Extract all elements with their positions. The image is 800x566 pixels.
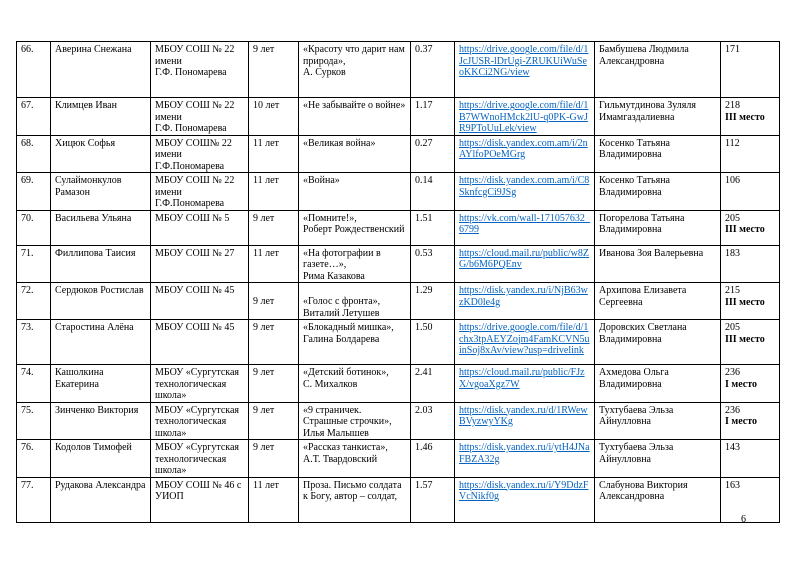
score-cell <box>721 320 780 365</box>
work-title-cell <box>299 42 411 98</box>
school-cell <box>151 210 249 245</box>
age-cell <box>249 98 299 136</box>
duration-text: 0.27 <box>415 137 433 149</box>
school-cell <box>151 402 249 440</box>
age-text: 11 лет <box>253 479 279 491</box>
video-link[interactable]: https://cloud.mail.ru/public/w8ZG/b6M6PQEnv <box>459 247 589 270</box>
score-value: 183 <box>725 247 740 259</box>
row-number-cell <box>17 365 51 403</box>
participant-name-cell <box>51 210 151 245</box>
teacher-text: Тухтубаева Эльза Айнулловна <box>599 442 674 465</box>
score-cell <box>721 440 780 478</box>
participant-name-text: Хицюк Софья <box>55 137 116 149</box>
school-text: МБОУ «Сургутская технологическая школа» <box>155 404 240 439</box>
row-number-cell <box>17 245 51 283</box>
work-title-cell <box>299 365 411 403</box>
score-cell <box>721 173 780 211</box>
participant-name-text: Сердюков Ростислав <box>55 285 144 296</box>
teacher-text: Тухтубаева Эльза Айнулловна <box>599 404 674 427</box>
score-cell <box>721 210 780 245</box>
score-cell <box>721 135 780 173</box>
teacher-cell <box>595 98 721 136</box>
school-cell <box>151 173 249 211</box>
place-label: III место <box>725 224 765 235</box>
teacher-cell <box>595 402 721 440</box>
participant-name-cell <box>51 98 151 136</box>
row-number-cell <box>17 440 51 478</box>
age-text: 9 лет <box>253 442 275 453</box>
score-cell <box>721 42 780 98</box>
age-cell <box>249 320 299 365</box>
table-row <box>17 173 780 211</box>
participant-name-text: Филлипова Таисия <box>55 247 136 259</box>
work-title-text: «Красоту что дарит нам природа», А. Сурков <box>303 44 405 78</box>
work-title-text: «Рассказ танкиста», А.Т. Твардовский <box>303 442 388 465</box>
age-text: 11 лет <box>253 137 279 149</box>
link-cell <box>455 320 595 365</box>
participant-name-cell <box>51 245 151 283</box>
participant-name-text: Старостина Алёна <box>55 322 134 333</box>
work-title-text: «Не забывайте о войне» <box>303 100 406 111</box>
score-value: 112 <box>725 137 740 149</box>
score-value: 163 <box>725 479 740 491</box>
row-number-text: 67. <box>21 100 34 111</box>
page-number: 6 <box>741 514 746 525</box>
row-number-cell <box>17 98 51 136</box>
work-title-text: «9 страничек. Страшные строчки», Илья Малышев <box>303 404 392 439</box>
participant-name-text: Зинченко Виктория <box>55 404 139 416</box>
work-title-cell <box>299 245 411 283</box>
row-number-cell <box>17 42 51 98</box>
score-cell <box>721 98 780 136</box>
place-label: I место <box>725 378 757 390</box>
score-cell <box>721 245 780 283</box>
participant-name-cell <box>51 42 151 98</box>
score-value: 205 <box>725 212 740 224</box>
link-cell <box>455 210 595 245</box>
score-value: 236 <box>725 367 740 378</box>
age-text: 9 лет <box>253 404 275 416</box>
table-row <box>17 320 780 365</box>
duration-text: 1.57 <box>415 479 433 491</box>
school-text: МБОУ СОШ № 22 имени Г.Ф. Пономарева <box>155 44 235 78</box>
duration-text: 2.41 <box>415 367 433 378</box>
participant-name-text: Васильева Ульяна <box>55 212 132 224</box>
teacher-cell <box>595 283 721 320</box>
row-number-text: 71. <box>21 247 34 259</box>
work-title-text: «Блокадный мишка», Галина Болдарева <box>303 322 394 345</box>
age-text: 9 лет <box>253 367 275 378</box>
duration-cell <box>411 98 455 136</box>
score-cell <box>721 365 780 403</box>
school-cell <box>151 320 249 365</box>
video-link[interactable]: https://drive.google.com/file/d/1chx3tpAEYZojm4FamKCVN5uinSoj8xAv/view?usp=drivelink <box>459 322 590 356</box>
video-link[interactable]: https://drive.google.com/file/d/1JcJUSR-lDrUgi-ZRUKUiWuSeoKKCi2NG/view <box>459 44 589 78</box>
duration-cell <box>411 245 455 283</box>
row-number-text: 72. <box>21 285 34 296</box>
teacher-text: Гильмутдинова Зуляля Имамгаздалиевна <box>599 100 696 123</box>
table-row <box>17 402 780 440</box>
table-row <box>17 98 780 136</box>
school-text: МБОУ СОШ № 46 с УИОП <box>155 479 242 502</box>
score-value: 106 <box>725 175 740 186</box>
row-number-cell <box>17 402 51 440</box>
row-number-cell <box>17 135 51 173</box>
row-number-text: 74. <box>21 367 34 378</box>
work-title-cell <box>299 173 411 211</box>
school-text: МБОУ СОШ № 45 <box>155 285 235 296</box>
table-row <box>17 245 780 283</box>
table-row <box>17 365 780 403</box>
work-title-text: «Помните!», Роберт Рождественский <box>303 212 405 235</box>
age-cell <box>249 245 299 283</box>
duration-cell <box>411 320 455 365</box>
teacher-cell <box>595 135 721 173</box>
duration-cell <box>411 402 455 440</box>
link-cell <box>455 245 595 283</box>
work-title-text: «Великая война» <box>303 137 376 149</box>
score-value: 236 <box>725 404 740 416</box>
age-text: 11 лет <box>253 247 279 259</box>
teacher-cell <box>595 42 721 98</box>
results-table <box>16 41 780 523</box>
score-value: 171 <box>725 44 740 55</box>
place-label: III место <box>725 333 765 345</box>
row-number-text: 76. <box>21 442 34 453</box>
participant-name-cell <box>51 440 151 478</box>
participant-name-cell <box>51 402 151 440</box>
teacher-text: Доровских Светлана Владимировна <box>599 322 687 345</box>
video-link[interactable]: https://disk.yandex.ru/i/ytH4JNaFBZA32g <box>459 442 590 465</box>
work-title-cell <box>299 210 411 245</box>
school-cell <box>151 283 249 320</box>
age-cell <box>249 42 299 98</box>
participant-name-cell <box>51 320 151 365</box>
age-cell <box>249 477 299 522</box>
school-cell <box>151 477 249 522</box>
row-number-cell <box>17 283 51 320</box>
score-value: 205 <box>725 322 740 333</box>
age-cell <box>249 365 299 403</box>
age-text: 11 лет <box>253 175 279 186</box>
row-number-text: 75. <box>21 404 34 416</box>
row-number-text: 70. <box>21 212 34 224</box>
teacher-cell <box>595 365 721 403</box>
age-cell <box>249 173 299 211</box>
table-body <box>17 42 780 523</box>
video-link[interactable]: https://disk.yandex.ru/i/NjB63wzKD0le4g <box>459 285 588 308</box>
score-cell <box>721 283 780 320</box>
school-text: МБОУ СОШ№ 22 имени Г.Ф.Пономарева <box>155 137 232 172</box>
work-title-text: «Голос с фронта», Виталий Летушев <box>303 296 381 319</box>
teacher-cell <box>595 320 721 365</box>
school-cell <box>151 42 249 98</box>
school-text: МБОУ СОШ № 5 <box>155 212 230 224</box>
row-number-text: 66. <box>21 44 34 55</box>
duration-text: 1.17 <box>415 100 433 111</box>
school-text: МБОУ СОШ № 45 <box>155 322 235 333</box>
duration-cell <box>411 173 455 211</box>
work-title-text: «На фотографии в газете…», Рима Казакова <box>303 247 381 282</box>
teacher-cell <box>595 245 721 283</box>
school-cell <box>151 245 249 283</box>
work-title-cell <box>299 135 411 173</box>
link-cell <box>455 402 595 440</box>
row-number-text: 69. <box>21 175 34 186</box>
duration-cell <box>411 42 455 98</box>
duration-text: 1.51 <box>415 212 433 224</box>
link-cell <box>455 98 595 136</box>
row-number-text: 77. <box>21 479 34 491</box>
teacher-cell <box>595 173 721 211</box>
participant-name-text: Климцев Иван <box>55 100 117 111</box>
age-text: 9 лет <box>253 212 275 224</box>
video-link[interactable]: https://disk.yandex.com.am/i/C8SknfcgCi9JSg <box>459 175 590 198</box>
age-cell <box>249 440 299 478</box>
row-number-cell <box>17 210 51 245</box>
participant-name-cell <box>51 477 151 522</box>
duration-text: 0.53 <box>415 247 433 259</box>
link-cell <box>455 440 595 478</box>
teacher-text: Косенко Татьяна Владимировна <box>599 175 670 198</box>
participant-name-cell <box>51 173 151 211</box>
school-text: МБОУ СОШ № 22 имени Г.Ф.Пономарева <box>155 175 235 209</box>
duration-text: 1.46 <box>415 442 433 453</box>
table-row <box>17 440 780 478</box>
row-number-cell <box>17 173 51 211</box>
teacher-text: Погорелова Татьяна Владимировна <box>599 212 685 235</box>
participant-name-cell <box>51 135 151 173</box>
participant-name-cell <box>51 365 151 403</box>
teacher-text: Иванова Зоя Валерьевна <box>599 247 704 259</box>
school-text: МБОУ СОШ № 27 <box>155 247 235 259</box>
age-text: 9 лет <box>253 296 275 307</box>
table-row <box>17 42 780 98</box>
school-cell <box>151 440 249 478</box>
teacher-cell <box>595 477 721 522</box>
link-cell <box>455 365 595 403</box>
age-cell <box>249 135 299 173</box>
duration-text: 1.29 <box>415 285 433 296</box>
place-label: III место <box>725 296 765 308</box>
link-cell <box>455 477 595 522</box>
school-text: МБОУ «Сургутская технологическая школа» <box>155 442 240 476</box>
table-row <box>17 477 780 522</box>
video-link[interactable]: https://cloud.mail.ru/public/FJzX/vgoaXgz7W <box>459 367 585 390</box>
teacher-text: Бамбушева Людмила Александровна <box>599 44 689 67</box>
participant-name-text: Аверина Снежана <box>55 44 132 55</box>
school-cell <box>151 365 249 403</box>
video-link[interactable]: https://disk.yandex.ru/i/Y9DdzFVcNikf0g <box>459 479 589 502</box>
duration-text: 1.50 <box>415 322 433 333</box>
place-label: I место <box>725 416 757 427</box>
table-row <box>17 210 780 245</box>
duration-cell <box>411 477 455 522</box>
row-number-text: 68. <box>21 137 34 149</box>
teacher-cell <box>595 210 721 245</box>
age-text: 9 лет <box>253 44 275 55</box>
work-title-cell <box>299 440 411 478</box>
link-cell <box>455 283 595 320</box>
work-title-cell <box>299 98 411 136</box>
link-cell <box>455 135 595 173</box>
participant-name-text: Кашолкина Екатерина <box>55 367 104 390</box>
row-number-cell <box>17 477 51 522</box>
work-title-cell <box>299 477 411 522</box>
age-cell <box>249 210 299 245</box>
video-link[interactable]: https://disk.yandex.ru/d/1RWewBVyzwyYKg <box>459 404 588 427</box>
school-cell <box>151 98 249 136</box>
score-value: 215 <box>725 285 740 296</box>
score-value: 218 <box>725 100 740 111</box>
table-row <box>17 135 780 173</box>
participant-name-text: Сулаймонкулов Рамазон <box>55 175 122 198</box>
score-cell <box>721 477 780 522</box>
age-text: 9 лет <box>253 322 275 333</box>
teacher-cell <box>595 440 721 478</box>
work-title-cell <box>299 283 411 320</box>
school-text: МБОУ СОШ № 22 имени Г.Ф. Пономарева <box>155 100 235 134</box>
duration-text: 0.37 <box>415 44 433 55</box>
work-title-text: Проза. Письмо солдата к Богу, автор – солдат, <box>303 479 402 502</box>
participant-name-cell <box>51 283 151 320</box>
score-value: 143 <box>725 442 740 453</box>
place-label: III место <box>725 111 765 123</box>
video-link[interactable]: https://vk.com/wall-171057632_6799 <box>459 212 590 235</box>
duration-cell <box>411 135 455 173</box>
duration-cell <box>411 283 455 320</box>
row-number-cell <box>17 320 51 365</box>
work-title-text: «Война» <box>303 175 340 186</box>
video-link[interactable]: https://drive.google.com/file/d/1B7WWnoHMck2lU-q0PK-GwJR9PToUuLek/view <box>459 100 589 134</box>
teacher-text: Слабунова Виктория Александровна <box>599 479 688 502</box>
teacher-text: Косенко Татьяна Владимировна <box>599 137 670 160</box>
school-cell <box>151 135 249 173</box>
work-title-text: «Детский ботинок», С. Михалков <box>303 367 389 390</box>
link-cell <box>455 173 595 211</box>
age-cell <box>249 283 299 320</box>
link-cell <box>455 42 595 98</box>
age-text: 10 лет <box>253 100 280 111</box>
age-cell <box>249 402 299 440</box>
video-link[interactable]: https://disk.yandex.com.am/i/2nAYlfoPOeMGrg <box>459 137 588 160</box>
duration-cell <box>411 440 455 478</box>
school-text: МБОУ «Сургутская технологическая школа» <box>155 367 240 401</box>
work-title-cell <box>299 402 411 440</box>
duration-text: 2.03 <box>415 404 433 416</box>
participant-name-text: Кодолов Тимофей <box>55 442 132 453</box>
participant-name-text: Рудакова Александра <box>55 479 146 491</box>
duration-text: 0.14 <box>415 175 433 186</box>
teacher-text: Ахмедова Ольга Владимировна <box>599 367 669 390</box>
score-cell <box>721 402 780 440</box>
duration-cell <box>411 210 455 245</box>
work-title-cell <box>299 320 411 365</box>
table-row <box>17 283 780 320</box>
teacher-text: Архипова Елизавета Сергеевна <box>599 285 687 308</box>
duration-cell <box>411 365 455 403</box>
row-number-text: 73. <box>21 322 34 333</box>
